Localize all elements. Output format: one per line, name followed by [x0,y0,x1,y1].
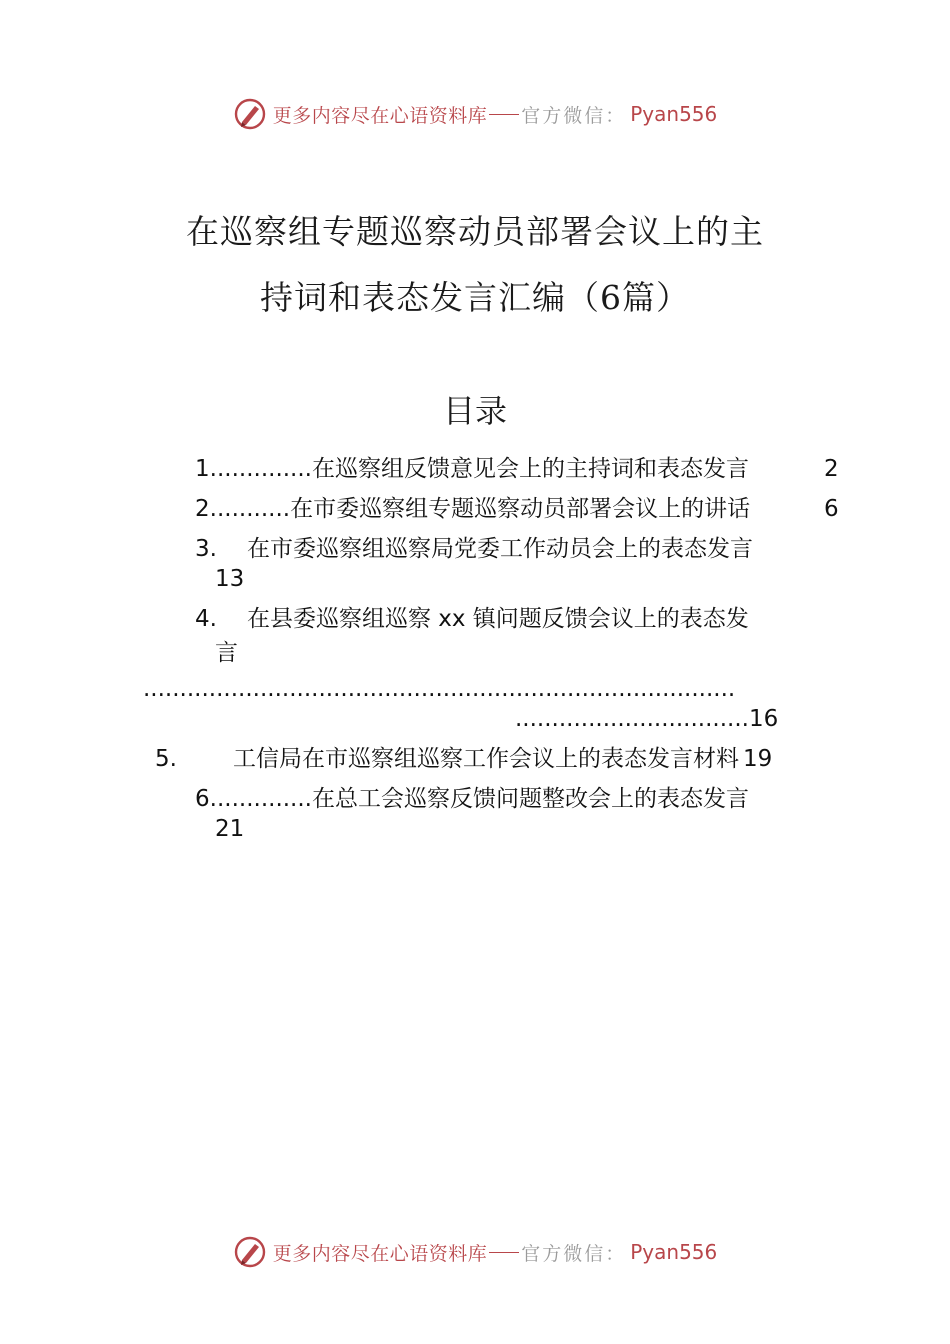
footer-wechat-label: 官方微信： [521,1242,627,1265]
header-wechat-label: 官方微信： [521,104,627,127]
header-dash [489,114,519,115]
toc-heading: 目录 [442,392,507,430]
toc-item-5-title: 工信局在市巡察组巡察工作会议上的表态发言材料 [232,746,739,772]
toc-item-6-page[interactable]: 21 [215,816,245,842]
pen-logo-icon [233,97,267,131]
toc-item-1[interactable] [195,454,749,484]
toc-item-2[interactable] [195,494,750,524]
toc-item-3[interactable] [195,534,753,564]
toc-item-6-num: 6 [195,786,210,812]
toc-item-2-title: 在市委巡察组专题巡察动员部署会议上的讲话 [290,496,751,522]
header-banner [0,94,950,134]
toc-item-1-dots: .............. [209,456,312,482]
toc-item-6-title: 在总工会巡察反馈问题整改会上的表态发言 [312,786,749,812]
toc-item-4-dots2: ................................ [515,706,749,732]
toc-item-5[interactable] [155,744,772,774]
pen-logo-icon [233,1235,267,1269]
toc-item-2-page[interactable]: 6 [824,496,839,522]
toc-item-2-num: 2 [195,496,210,522]
toc-item-3-title: 在市委巡察组巡察局党委工作动员会上的表态发言 [246,536,753,562]
toc-item-4-dots-line: ................................................................................. [143,676,736,702]
toc-item-3-page[interactable]: 13 [215,566,245,592]
toc-item-4-title-line2: 言 [215,640,238,666]
toc-item-4-num: 4. [195,606,217,632]
toc-item-4[interactable] [195,604,749,634]
toc-item-4-title-line1: 在县委巡察组巡察 xx 镇问题反馈会议上的表态发 [246,606,749,632]
header-wechat-id: Pyan556 [630,102,718,126]
footer-dash [489,1252,519,1253]
toc-item-1-title: 在巡察组反馈意见会上的主持词和表态发言 [312,456,749,482]
toc-item-1-num: 1 [195,456,210,482]
toc-item-5-num: 5. [155,746,177,772]
toc-item-4-page-line[interactable] [515,704,778,734]
doc-title-line2: 持词和表态发言汇编（6篇） [260,278,690,317]
footer-banner [0,1232,950,1272]
toc-item-6[interactable] [195,784,749,814]
footer-brand-text: 更多内容尽在心语资料库 [272,1242,488,1265]
toc-item-1-page[interactable]: 2 [824,456,839,482]
toc-item-6-dots: .............. [209,786,312,812]
header-brand-text: 更多内容尽在心语资料库 [272,104,488,127]
toc-item-5-page: 19 [742,746,773,772]
toc-item-3-num: 3. [195,536,217,562]
toc-item-2-dots: ........... [209,496,291,522]
doc-title-line1: 在巡察组专题巡察动员部署会议上的主 [186,212,764,251]
toc-item-4-page: 16 [748,706,779,732]
footer-wechat-id: Pyan556 [630,1240,718,1264]
